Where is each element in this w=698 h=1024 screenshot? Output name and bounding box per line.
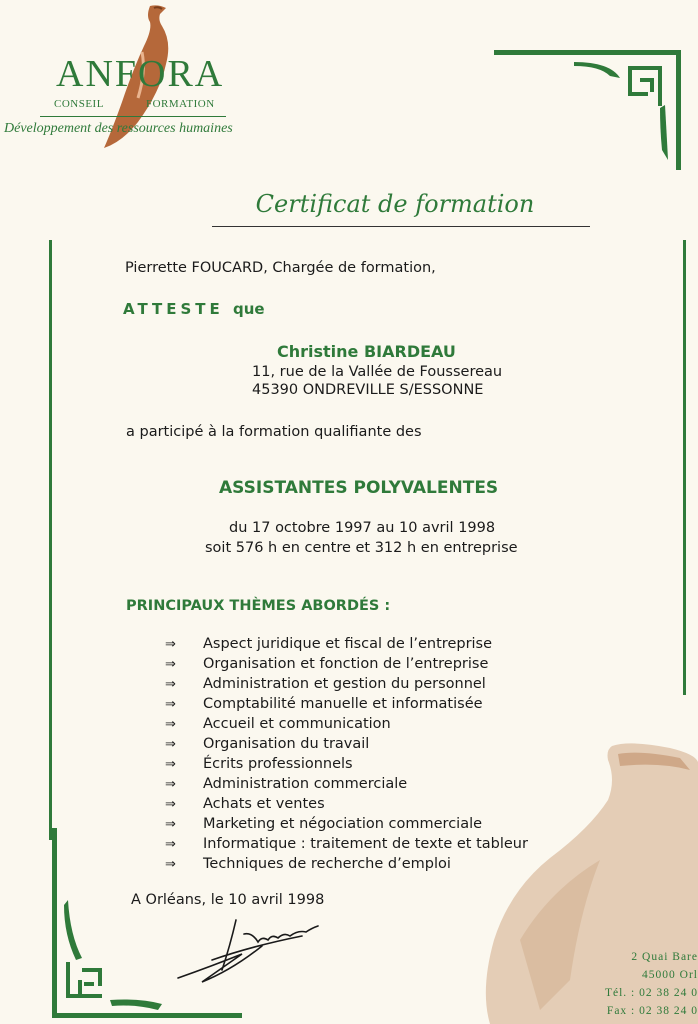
theme-item xyxy=(165,856,528,876)
address-tel: Tél. : 02 38 24 0 xyxy=(604,987,698,999)
theme-label: Aspect juridique et fiscal de l’entreprise xyxy=(203,636,493,652)
arrow-icon: ⇒ xyxy=(165,777,176,792)
left-border-line xyxy=(49,240,52,840)
brand-logo-text: ANFORA xyxy=(56,53,225,95)
corner-ornament-top-right xyxy=(494,50,681,170)
recipient-address-line2: 45390 ONDREVILLE S/ESSONNE xyxy=(252,382,484,398)
logo-underline xyxy=(40,116,226,117)
theme-item xyxy=(165,776,528,796)
arrow-icon: ⇒ xyxy=(165,817,176,832)
footer-address xyxy=(605,948,698,1020)
theme-item xyxy=(165,716,528,736)
participation-line: a participé à la formation qualifiante des xyxy=(126,424,422,440)
logo-left-label: CONSEIL xyxy=(54,98,104,110)
recipient-name: Christine BIARDEAU xyxy=(277,342,456,361)
theme-label: Organisation du travail xyxy=(203,736,370,752)
formation-name: ASSISTANTES POLYVALENTES xyxy=(219,478,499,498)
theme-item xyxy=(165,816,528,836)
arrow-icon: ⇒ xyxy=(165,837,176,852)
address-fax: Fax : 02 38 24 0 xyxy=(606,1005,698,1017)
theme-item xyxy=(165,676,528,696)
right-border-line xyxy=(683,240,686,695)
arrow-icon: ⇒ xyxy=(165,757,176,772)
attest-word: ATTESTE xyxy=(123,300,224,318)
arrow-icon: ⇒ xyxy=(165,737,176,752)
arrow-icon: ⇒ xyxy=(165,657,176,672)
theme-label: Organisation et fonction de l’entreprise xyxy=(203,656,489,672)
theme-item xyxy=(165,656,528,676)
themes-list xyxy=(165,636,528,876)
attest-line xyxy=(123,300,265,318)
theme-item xyxy=(165,836,528,856)
theme-label: Écrits professionnels xyxy=(203,756,353,772)
theme-label: Techniques de recherche d’emploi xyxy=(203,856,451,872)
issuer-line: Pierrette FOUCARD, Chargée de formation, xyxy=(125,260,436,276)
theme-item xyxy=(165,736,528,756)
arrow-icon: ⇒ xyxy=(165,677,176,692)
arrow-icon: ⇒ xyxy=(165,637,176,652)
arrow-icon: ⇒ xyxy=(165,717,176,732)
address-street: 2 Quai Bare xyxy=(631,951,698,963)
theme-item xyxy=(165,696,528,716)
logo-right-label: FORMATION xyxy=(146,98,215,110)
title-underline xyxy=(212,226,590,227)
arrow-icon: ⇒ xyxy=(165,797,176,812)
certificate-title: Certificat de formation xyxy=(255,190,535,218)
attest-suffix: que xyxy=(233,300,265,318)
place-and-date: A Orléans, le 10 avril 1998 xyxy=(131,892,325,908)
theme-item xyxy=(165,796,528,816)
recipient-address-line1: 11, rue de la Vallée de Foussereau xyxy=(252,364,503,380)
theme-item xyxy=(165,636,528,656)
arrow-icon: ⇒ xyxy=(165,857,176,872)
arrow-icon: ⇒ xyxy=(165,697,176,712)
themes-heading: PRINCIPAUX THÈMES ABORDÉS : xyxy=(126,598,391,614)
address-city: 45000 Orl xyxy=(642,969,698,981)
theme-label: Administration commerciale xyxy=(203,776,408,792)
formation-dates: du 17 octobre 1997 au 10 avril 1998 xyxy=(229,520,496,536)
theme-label: Accueil et communication xyxy=(203,716,391,732)
theme-label: Comptabilité manuelle et informatisée xyxy=(203,696,483,712)
theme-label: Marketing et négociation commerciale xyxy=(203,816,483,832)
theme-label: Achats et ventes xyxy=(203,796,325,812)
theme-item xyxy=(165,756,528,776)
theme-label: Informatique : traitement de texte et tableur xyxy=(203,836,528,852)
formation-hours: soit 576 h en centre et 312 h en entreprise xyxy=(205,540,518,556)
signature xyxy=(172,906,322,988)
theme-label: Administration et gestion du personnel xyxy=(203,676,486,692)
logo-tagline: Développement des ressources humaines xyxy=(4,121,233,136)
